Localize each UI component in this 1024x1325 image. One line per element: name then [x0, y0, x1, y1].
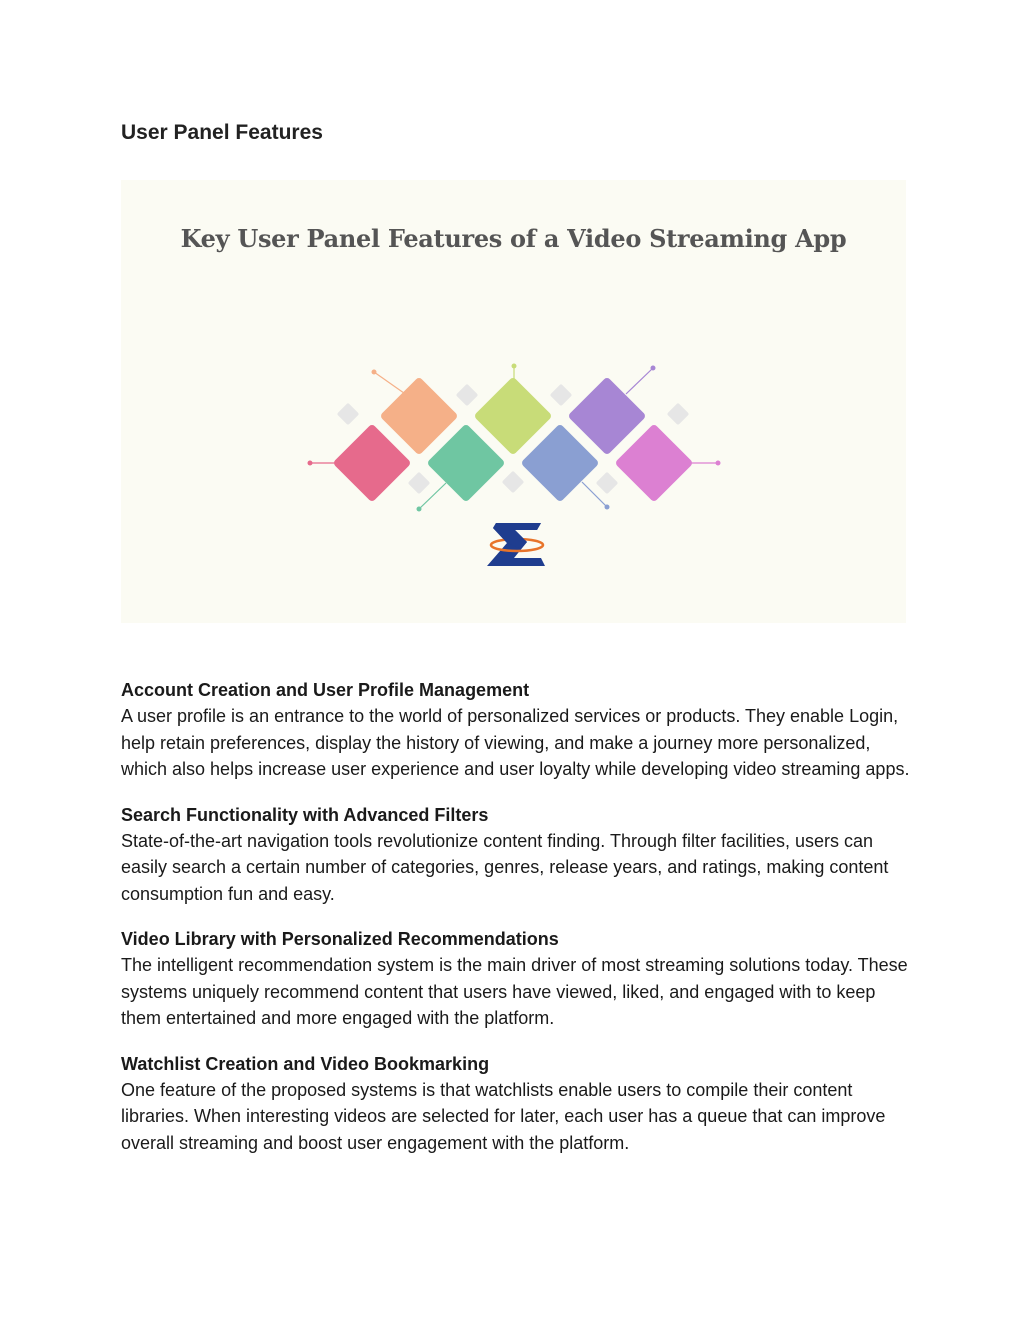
- connector-line: [626, 368, 653, 394]
- connector-dot: [651, 366, 656, 371]
- section-body: The intelligent recommendation system is the main driver of most streaming solutions today. These systems uniquely recommend content that users have viewed, liked, and engaged with to keep them entertained and more engaged with the platform.: [121, 955, 908, 1028]
- section-body: State-of-the-art navigation tools revolutionize content finding. Through filter facilities, users can easily search a certain number of categories, genres, release years, and ratings, making content consumption fun and easy.: [121, 830, 889, 904]
- connector-dot: [308, 461, 313, 466]
- feature-section: [121, 677, 911, 783]
- section-heading: Watchlist Creation and Video Bookmarking: [121, 1053, 490, 1074]
- gray-diamond: [337, 403, 360, 426]
- connector-dot: [605, 505, 610, 510]
- gray-diamond: [408, 472, 431, 495]
- section-body: One feature of the proposed systems is that watchlists enable users to compile their content libraries. When interesting videos are selected for later, each user has a queue that can improve overall streaming and boost user engagement with the platform.: [121, 1079, 886, 1153]
- gray-diamond: [667, 403, 690, 426]
- section-heading: Video Library with Personalized Recommendations: [121, 929, 559, 949]
- section-heading: Search Functionality with Advanced Filters: [121, 804, 489, 825]
- connector-dot: [417, 507, 422, 512]
- gray-diamond: [456, 384, 479, 407]
- connector-dot: [716, 461, 721, 466]
- connector-dot: [512, 364, 517, 369]
- feature-section: [121, 926, 911, 1032]
- sigma-ring-logo-icon: [487, 523, 545, 566]
- section-heading: Account Creation and User Profile Management: [121, 680, 530, 700]
- gray-diamond: [550, 384, 573, 407]
- feature-section: [121, 1051, 911, 1157]
- feature-banner-image: [121, 180, 906, 623]
- connector-dot: [372, 370, 377, 375]
- feature-sections: [121, 677, 911, 1175]
- section-body: A user profile is an entrance to the world of personalized services or products. They enable Login, help retain preferences, display the history of viewing, and make a journey more personalized, which also helps increase user experience and user loyalty while developing video streaming apps.: [121, 706, 910, 779]
- banner-title: Key User Panel Features of a Video Streaming App: [180, 224, 847, 253]
- gray-diamond: [596, 472, 619, 495]
- feature-section: [121, 802, 911, 908]
- page-title: User Panel Features: [121, 121, 323, 144]
- gray-diamond: [502, 471, 525, 494]
